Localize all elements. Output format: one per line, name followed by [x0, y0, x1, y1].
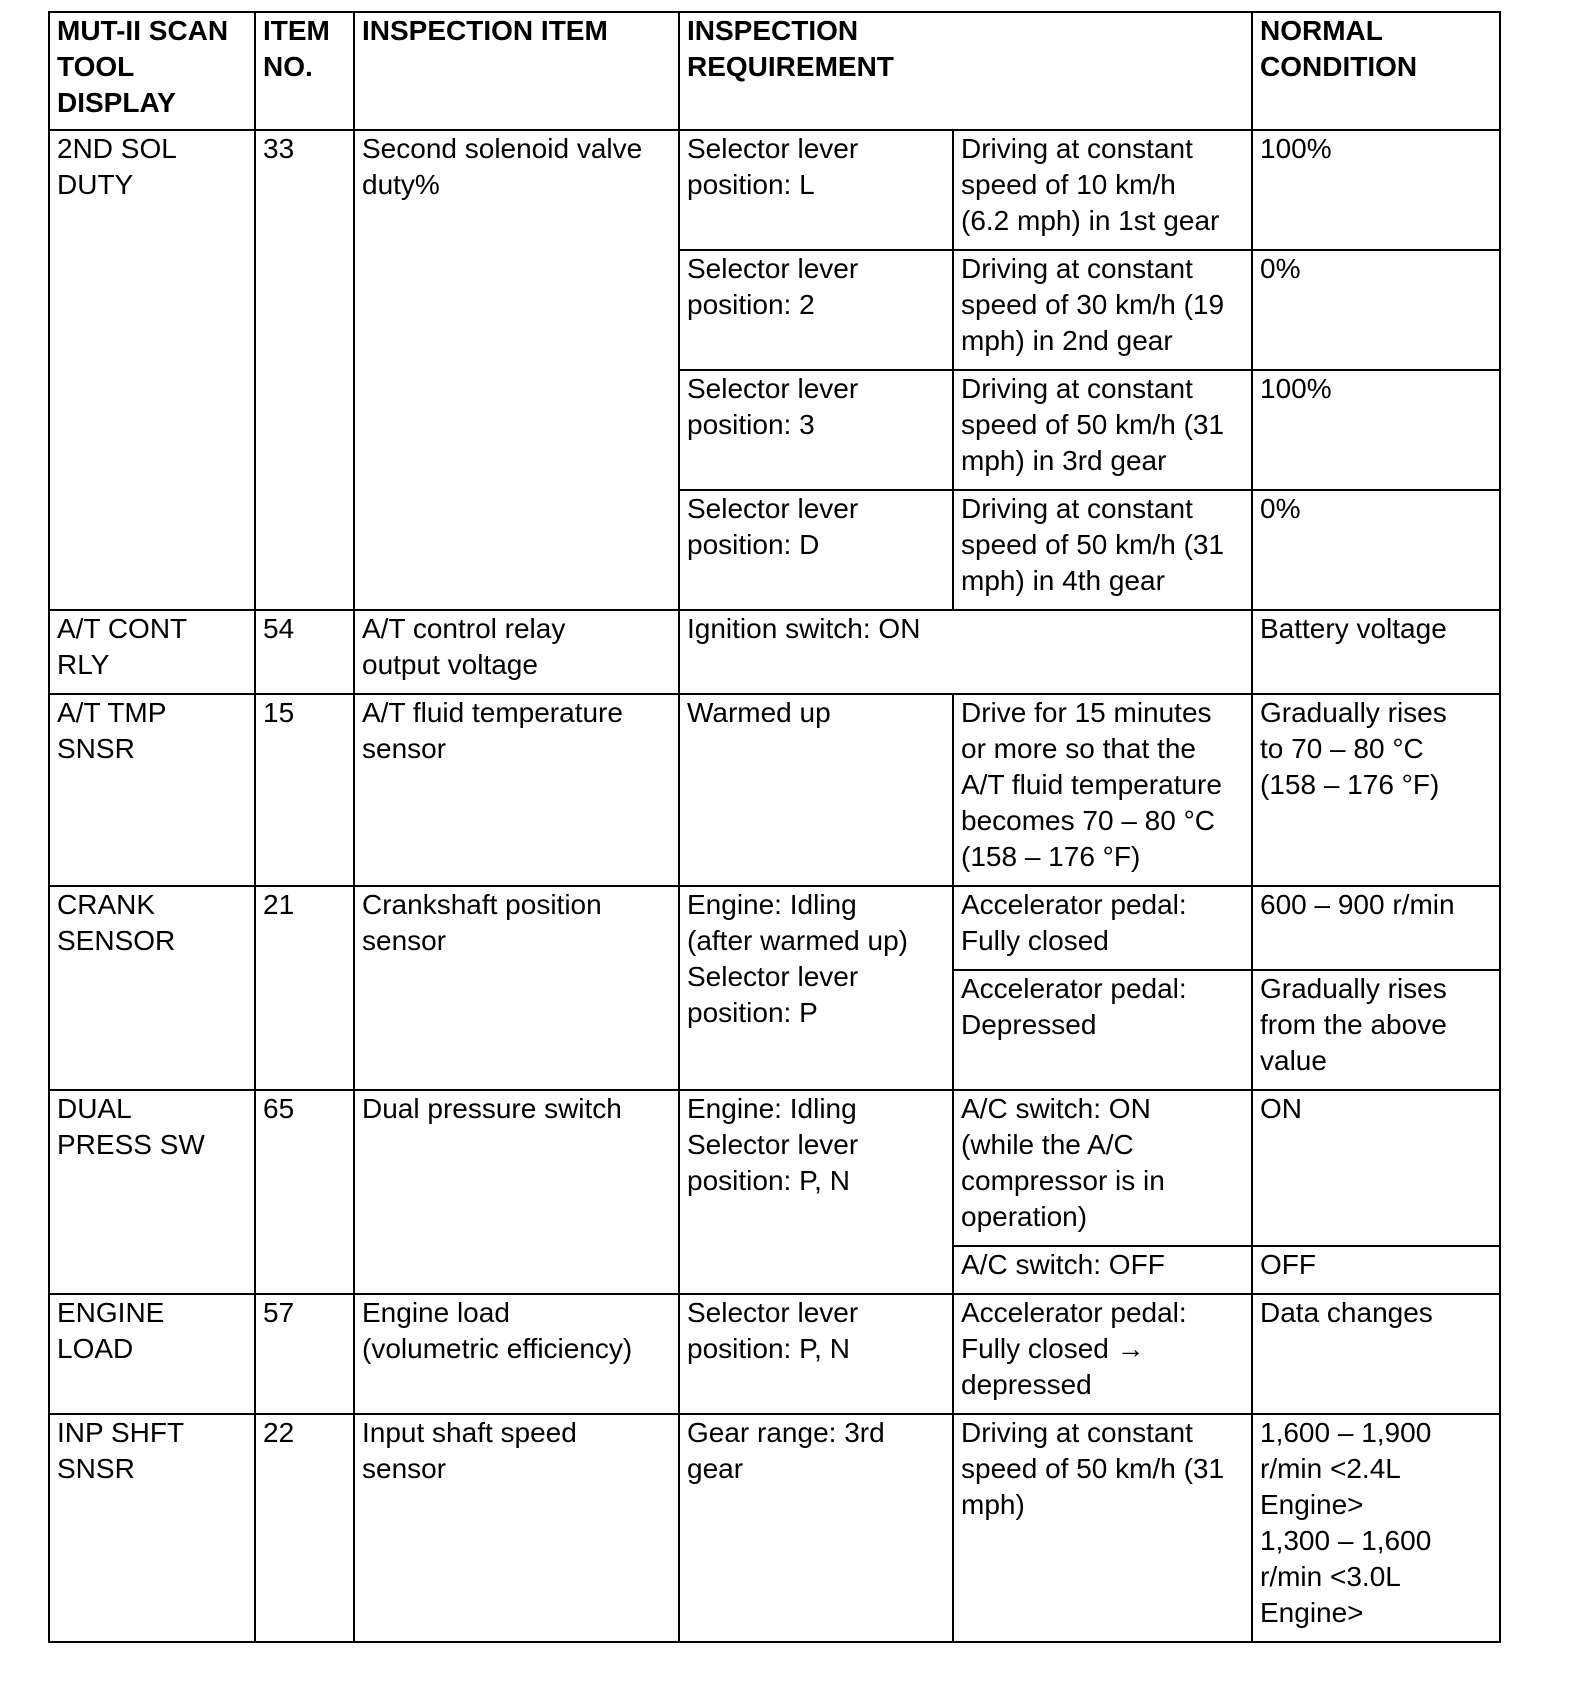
- cell-normal-condition: OFF: [1252, 1246, 1500, 1294]
- cell-requirement-condition: Engine: Idling Selector lever position: P, N: [679, 1090, 953, 1294]
- cell-requirement-detail: A/C switch: ON (while the A/C compressor is in operation): [953, 1090, 1252, 1246]
- cell-normal-condition: Data changes: [1252, 1294, 1500, 1414]
- cell-normal-condition: 100%: [1252, 370, 1500, 490]
- cell-display: A/T CONT RLY: [49, 610, 255, 694]
- cell-inspection-item: Engine load (volumetric efficiency): [354, 1294, 679, 1414]
- cell-inspection-item: Input shaft speed sensor: [354, 1414, 679, 1642]
- cell-display: DUAL PRESS SW: [49, 1090, 255, 1294]
- cell-requirement-detail: Driving at constant speed of 50 km/h (31 mph): [953, 1414, 1252, 1642]
- header-item-no: ITEM NO.: [255, 12, 354, 130]
- cell-item-no: 22: [255, 1414, 354, 1642]
- cell-normal-condition: 1,600 – 1,900 r/min <2.4L Engine> 1,300 – 1,600 r/min <3.0L Engine>: [1252, 1414, 1500, 1642]
- cell-item-no: 57: [255, 1294, 354, 1414]
- table-row: [49, 1414, 1500, 1642]
- cell-normal-condition: Gradually rises to 70 – 80 °C (158 – 176 °F): [1252, 694, 1500, 886]
- cell-inspection-item: Crankshaft position sensor: [354, 886, 679, 1090]
- table-body: [49, 130, 1500, 1642]
- cell-requirement-condition: Selector lever position: 2: [679, 250, 953, 370]
- table-row: [49, 1090, 1500, 1246]
- cell-requirement-condition: Engine: Idling (after warmed up) Selector lever position: P: [679, 886, 953, 1090]
- cell-requirement-condition: Warmed up: [679, 694, 953, 886]
- cell-normal-condition: 100%: [1252, 130, 1500, 250]
- cell-requirement-detail: Driving at constant speed of 50 km/h (31 mph) in 3rd gear: [953, 370, 1252, 490]
- cell-item-no: 21: [255, 886, 354, 1090]
- cell-requirement-condition: Selector lever position: L: [679, 130, 953, 250]
- cell-requirement-detail: Drive for 15 minutes or more so that the A/T fluid temperature becomes 70 – 80 °C (158 – 176 °F): [953, 694, 1252, 886]
- cell-requirement-detail: Accelerator pedal: Depressed: [953, 970, 1252, 1090]
- cell-normal-condition: ON: [1252, 1090, 1500, 1246]
- cell-requirement-condition: Selector lever position: D: [679, 490, 953, 610]
- cell-normal-condition: 0%: [1252, 250, 1500, 370]
- inspection-table: [48, 11, 1501, 1643]
- cell-inspection-item: Second solenoid valve duty%: [354, 130, 679, 610]
- cell-display: ENGINE LOAD: [49, 1294, 255, 1414]
- table-row: [49, 610, 1500, 694]
- cell-normal-condition: 0%: [1252, 490, 1500, 610]
- cell-item-no: 54: [255, 610, 354, 694]
- cell-inspection-item: Dual pressure switch: [354, 1090, 679, 1294]
- cell-requirement-detail: Driving at constant speed of 50 km/h (31 mph) in 4th gear: [953, 490, 1252, 610]
- cell-requirement: Ignition switch: ON: [679, 610, 1252, 694]
- header-inspection-requirement: INSPECTION REQUIREMENT: [679, 12, 1252, 130]
- cell-requirement-detail: A/C switch: OFF: [953, 1246, 1252, 1294]
- cell-normal-condition: 600 – 900 r/min: [1252, 886, 1500, 970]
- header-row: [49, 12, 1500, 130]
- cell-requirement-detail: Accelerator pedal: Fully closed: [953, 886, 1252, 970]
- table-header: [49, 12, 1500, 130]
- cell-requirement-condition: Selector lever position: P, N: [679, 1294, 953, 1414]
- cell-item-no: 33: [255, 130, 354, 610]
- header-display: MUT-II SCAN TOOL DISPLAY: [49, 12, 255, 130]
- cell-requirement-detail: Driving at constant speed of 10 km/h (6.2 mph) in 1st gear: [953, 130, 1252, 250]
- cell-item-no: 65: [255, 1090, 354, 1294]
- cell-requirement-detail: Accelerator pedal: Fully closed → depressed: [953, 1294, 1252, 1414]
- cell-inspection-item: A/T fluid temperature sensor: [354, 694, 679, 886]
- cell-display: 2ND SOL DUTY: [49, 130, 255, 610]
- cell-item-no: 15: [255, 694, 354, 886]
- cell-normal-condition: Battery voltage: [1252, 610, 1500, 694]
- cell-inspection-item: A/T control relay output voltage: [354, 610, 679, 694]
- header-normal-condition: NORMAL CONDITION: [1252, 12, 1500, 130]
- cell-requirement-detail: Driving at constant speed of 30 km/h (19 mph) in 2nd gear: [953, 250, 1252, 370]
- cell-display: INP SHFT SNSR: [49, 1414, 255, 1642]
- table-row: [49, 886, 1500, 970]
- cell-requirement-condition: Gear range: 3rd gear: [679, 1414, 953, 1642]
- cell-display: A/T TMP SNSR: [49, 694, 255, 886]
- cell-display: CRANK SENSOR: [49, 886, 255, 1090]
- cell-requirement-condition: Selector lever position: 3: [679, 370, 953, 490]
- table-row: [49, 694, 1500, 886]
- cell-normal-condition: Gradually rises from the above value: [1252, 970, 1500, 1090]
- header-inspection-item: INSPECTION ITEM: [354, 12, 679, 130]
- table-row: [49, 130, 1500, 250]
- table-row: [49, 1294, 1500, 1414]
